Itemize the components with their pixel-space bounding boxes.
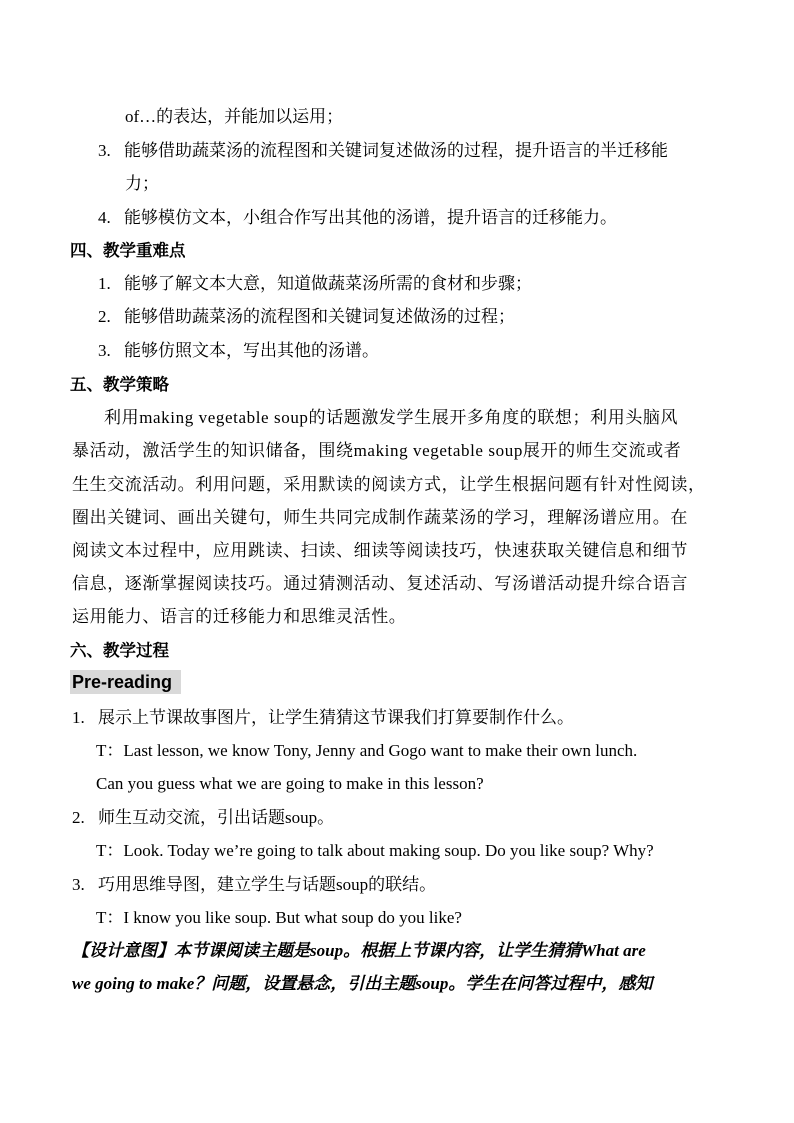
section-5-title: 五、教学策略	[70, 375, 169, 394]
list-number: 3.	[72, 875, 85, 894]
paragraph-line: 生生交流活动。利用问题，采用默读的阅读方式，让学生根据问题有针对性阅读，	[72, 475, 706, 494]
dialog-line: T：Last lesson, we know Tony, Jenny and Gogo want to make their own lunch.	[96, 741, 638, 760]
step-1	[72, 707, 574, 729]
list-text: 巧用思维导图，建立学生与话题soup的联结。	[98, 875, 437, 894]
paragraph-line: 圈出关键词、画出关键句，师生共同完成制作蔬菜汤的学习，理解汤谱应用。在	[72, 508, 688, 527]
design-intent-line: 【设计意图】本节课阅读主题是soup。根据上节课内容，让学生猜猜What are	[72, 941, 646, 960]
list-item	[98, 340, 379, 362]
list-text: 能够借助蔬菜汤的流程图和关键词复述做汤的过程，提升语言的半迁移能	[124, 141, 668, 160]
objective-item-3-wrap: 力；	[125, 174, 159, 193]
list-number: 1.	[98, 274, 111, 293]
list-text: 能够模仿文本，小组合作写出其他的汤谱，提升语言的迁移能力。	[124, 208, 617, 227]
paragraph-line: 信息，逐渐掌握阅读技巧。通过猜测活动、复述活动、写汤谱活动提升综合语言	[72, 574, 688, 593]
section-4-title: 四、教学重难点	[70, 241, 186, 260]
paragraph-line: 阅读文本过程中，应用跳读、扫读、细读等阅读技巧，快速获取关键信息和细节	[72, 541, 688, 560]
section-6-title: 六、教学过程	[70, 641, 169, 660]
list-text: 师生互动交流，引出话题soup。	[98, 808, 335, 827]
objective-item-2-tail: of…的表达，并能加以运用；	[125, 107, 344, 126]
step-2	[72, 807, 334, 829]
dialog-line: T：I know you like soup. But what soup do you like?	[96, 908, 462, 927]
list-number: 4.	[98, 208, 111, 227]
list-number: 3.	[98, 141, 111, 160]
paragraph-line: 运用能力、语言的迁移能力和思维灵活性。	[72, 607, 407, 626]
list-number: 2.	[72, 808, 85, 827]
paragraph-line: 利用making vegetable soup的话题激发学生展开多角度的联想；利用头脑风	[104, 408, 679, 427]
dialog-line: Can you guess what we are going to make in this lesson?	[96, 774, 484, 793]
step-3	[72, 874, 436, 896]
list-number: 3.	[98, 341, 111, 360]
list-number: 2.	[98, 307, 111, 326]
dialog-line: T：Look. Today we’re going to talk about making soup. Do you like soup? Why?	[96, 841, 654, 860]
list-text: 能够仿照文本，写出其他的汤谱。	[124, 341, 379, 360]
list-text: 能够了解文本大意，知道做蔬菜汤所需的食材和步骤；	[124, 274, 532, 293]
objective-item-4	[98, 207, 617, 229]
list-item	[98, 273, 532, 295]
list-text: 能够借助蔬菜汤的流程图和关键词复述做汤的过程；	[124, 307, 515, 326]
list-number: 1.	[72, 708, 85, 727]
list-item	[98, 306, 515, 328]
paragraph-line: 暴活动，激活学生的知识储备，围绕making vegetable soup展开的师生交流或者	[72, 441, 682, 460]
design-intent-line: we going to make？问题，设置悬念，引出主题soup。学生在问答过程中，感知	[72, 974, 653, 993]
pre-reading-label: Pre-reading	[70, 670, 181, 694]
objective-item-3	[98, 140, 668, 162]
list-text: 展示上节课故事图片，让学生猜猜这节课我们打算要制作什么。	[98, 708, 574, 727]
